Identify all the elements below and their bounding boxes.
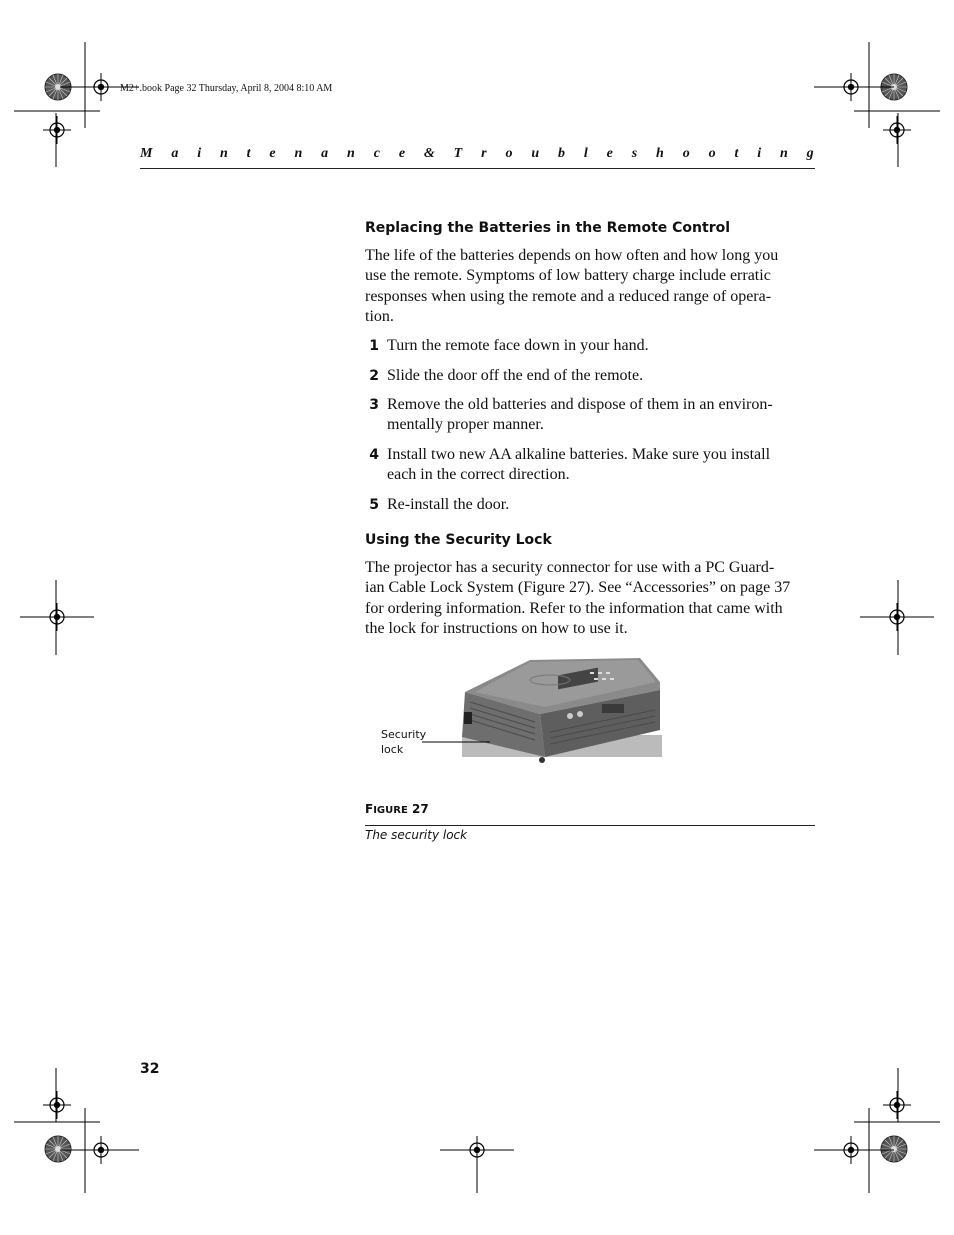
figure-label: [365, 802, 429, 816]
step-number: 4: [369, 447, 379, 463]
header-rule: [140, 168, 815, 169]
running-head-letter: t: [734, 146, 739, 161]
figure-label-initial: F: [365, 802, 374, 816]
running-head-letter: n: [347, 146, 355, 161]
security-lock-callout: [381, 728, 426, 757]
step-number: 3: [369, 397, 379, 413]
step-text: each in the correct direction.: [387, 466, 570, 484]
step-number: 1: [369, 338, 379, 354]
running-head-letter: o: [708, 146, 716, 161]
figure-number: 27: [411, 802, 429, 816]
step-item: [365, 445, 815, 486]
para-line: responses when using the remote and a reduced range of opera-: [365, 287, 772, 305]
para-line: the lock for instructions on how to use it.: [365, 619, 628, 637]
step-item: [365, 366, 815, 386]
running-head-letter: s: [631, 146, 638, 161]
running-head-letter: e: [269, 146, 276, 161]
running-head-letter: g: [806, 146, 814, 161]
step-text: Re-install the door.: [387, 496, 510, 513]
running-head-letter: a: [171, 146, 179, 161]
para-line: The life of the batteries depends on how often and how long you: [365, 247, 779, 264]
running-head-letter: o: [682, 146, 690, 161]
running-head-letter: n: [294, 146, 303, 161]
para-line: The projector has a security connector for use with a PC Guard-: [365, 559, 775, 576]
running-head-letter: T: [453, 146, 463, 161]
figure-label-smallcaps: IGURE: [373, 805, 408, 816]
step-item: [365, 395, 815, 436]
paragraph-batteries: [365, 246, 815, 327]
paragraph-security-lock: [365, 558, 815, 639]
callout-label-line: lock: [381, 742, 404, 756]
running-head-letter: a: [321, 146, 329, 161]
section-heading-batteries: Replacing the Batteries in the Remote Control: [365, 220, 731, 236]
para-line: use the remote. Symptoms of low battery charge include erratic: [365, 267, 771, 285]
running-head-letter: o: [505, 146, 513, 161]
running-head-letter: b: [557, 146, 565, 161]
step-number: 5: [369, 497, 379, 513]
running-head-letter: i: [197, 146, 202, 161]
running-head-letter: i: [757, 146, 762, 161]
running-head-letter: u: [531, 146, 540, 161]
section-heading-security-lock: Using the Security Lock: [365, 532, 552, 548]
step-text: Slide the door off the end of the remote.: [387, 367, 644, 384]
step-item: [365, 336, 815, 356]
step-number: 2: [369, 368, 379, 384]
running-head-letter: n: [780, 146, 788, 161]
running-head-letter: n: [219, 146, 228, 161]
para-line: tion.: [365, 307, 394, 325]
running-head-letter: h: [656, 146, 664, 161]
running-head-letter: e: [606, 146, 613, 161]
running-head-letter: M: [140, 146, 153, 161]
para-line: ian Cable Lock System (Figure 27). See “Accessories” on page 37: [365, 579, 791, 597]
step-text: Install two new AA alkaline batteries. Make sure you install: [387, 446, 771, 463]
step-text: Turn the remote face down in your hand.: [387, 337, 649, 354]
step-item: [365, 495, 815, 515]
running-head: [140, 146, 814, 162]
book-info-slug: M2+.book Page 32 Thursday, April 8, 2004 8:10 AM: [120, 83, 333, 94]
running-head-letter: c: [373, 146, 380, 161]
running-head-letter: e: [398, 146, 406, 161]
figure-rule: [365, 825, 815, 826]
running-head-letter: r: [481, 146, 487, 161]
callout-label-line: Security: [381, 728, 427, 741]
page-number: 32: [140, 1061, 160, 1077]
step-text: Remove the old batteries and dispose of them in an environ-: [387, 396, 773, 413]
running-head-letter: &: [423, 146, 435, 161]
running-head-letter: t: [246, 146, 251, 161]
running-head-letter: l: [583, 146, 588, 161]
step-text: mentally proper manner.: [387, 416, 544, 434]
figure-caption: The security lock: [365, 828, 468, 842]
para-line: for ordering information. Refer to the information that came with: [365, 599, 783, 617]
